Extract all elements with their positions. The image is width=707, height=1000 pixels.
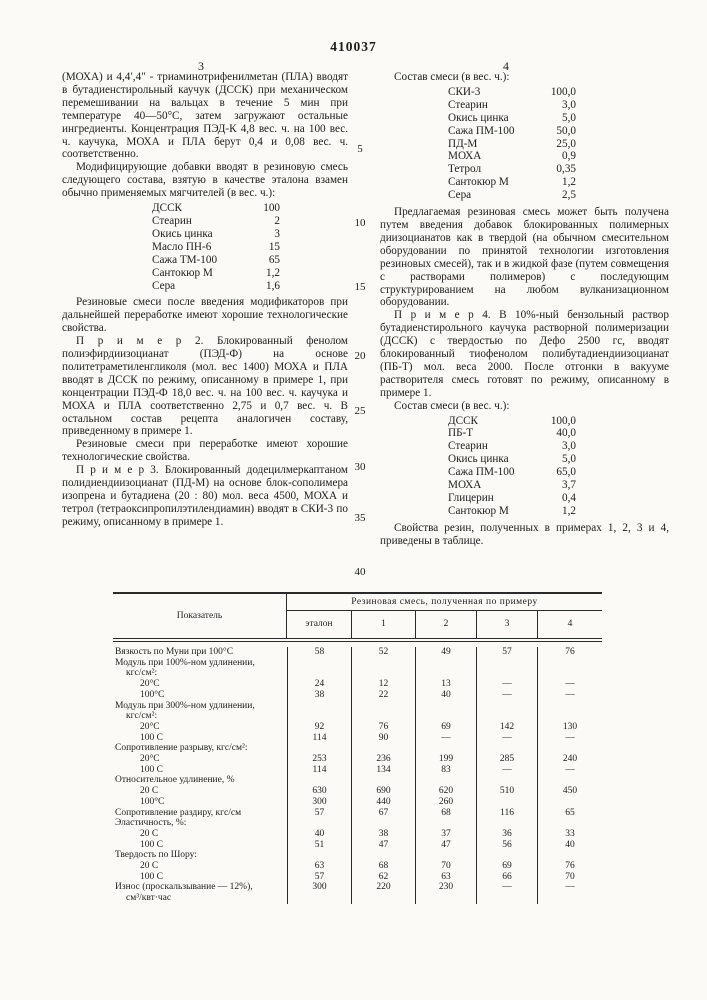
table-cell: 142 bbox=[476, 722, 537, 733]
component-amount: 3,0 bbox=[562, 98, 576, 111]
component-amount: 5,0 bbox=[562, 453, 576, 466]
table-cell: 24 bbox=[287, 679, 351, 690]
page-column-number-right: 4 bbox=[503, 59, 509, 73]
composition-item bbox=[152, 228, 280, 241]
component-name: Масло ПН-6 bbox=[152, 240, 212, 253]
table-cell bbox=[415, 893, 476, 904]
component-amount: 100,0 bbox=[550, 85, 576, 98]
table-cell: 116 bbox=[476, 808, 537, 819]
table-cell bbox=[537, 797, 602, 808]
component-name: Окись цинка bbox=[448, 111, 509, 124]
table-cell: 285 bbox=[476, 754, 537, 765]
paragraph: П р и м е р 3. Блокированный додецилмеркаптаном полидиендиизоцианат (ПД-М) на основе блок-сополимера изопрена и бутадиена (20 : 80) мол. веса 4500, МОХА и тетрол (тетраоксипропилэтилендиамин) вводят в СКИ-3 по режиму, описанному в примере 1. bbox=[62, 464, 348, 528]
table-row-label: Износ (проскальзывание — 12%), bbox=[115, 882, 253, 893]
component-amount: 2 bbox=[274, 214, 280, 227]
composition-item bbox=[448, 492, 576, 505]
table-cell: 67 bbox=[351, 808, 415, 819]
table-row-label: 100 С bbox=[140, 871, 163, 882]
component-amount: 1,2 bbox=[562, 504, 576, 517]
table-cell: 76 bbox=[537, 647, 602, 658]
component-amount: 65 bbox=[268, 253, 280, 266]
table-row-label: Относительное удлинение, % bbox=[115, 775, 235, 786]
table-cell: 199 bbox=[415, 754, 476, 765]
table-cell bbox=[287, 775, 351, 786]
component-name: МОХА bbox=[448, 150, 482, 163]
table-cell: 63 bbox=[287, 861, 351, 872]
table-cell: 68 bbox=[415, 808, 476, 819]
gutter-line-number: 5 bbox=[357, 143, 363, 155]
table-row bbox=[113, 850, 602, 861]
table-cell: 22 bbox=[351, 690, 415, 701]
composition-item bbox=[448, 415, 576, 428]
component-name: МОХА bbox=[448, 479, 482, 492]
table-row-label: 20°С bbox=[140, 721, 160, 732]
composition-item bbox=[448, 86, 576, 99]
table-header-right bbox=[286, 594, 602, 638]
table-cell: 92 bbox=[287, 722, 351, 733]
component-amount: 1,2 bbox=[562, 176, 576, 189]
table-cell: 13 bbox=[415, 679, 476, 690]
paragraph: Резиновые смеси при переработке имеют хорошие технологические свойства. bbox=[62, 438, 348, 464]
table-cell bbox=[415, 818, 476, 829]
table-row-label: 20 С bbox=[140, 786, 159, 797]
table-cell: — bbox=[537, 733, 602, 744]
table-body bbox=[113, 641, 602, 904]
component-amount: 3,7 bbox=[562, 479, 576, 492]
composition-item bbox=[448, 453, 576, 466]
table-cell: 56 bbox=[476, 840, 537, 851]
table-cell bbox=[287, 701, 351, 712]
composition-item bbox=[448, 112, 576, 125]
table-row-label: 20 С bbox=[140, 828, 159, 839]
table-cell: 130 bbox=[537, 722, 602, 733]
table-row-label: 100°С bbox=[140, 689, 165, 700]
table-cell bbox=[287, 893, 351, 904]
composition-item bbox=[448, 505, 576, 518]
component-name: Сажа ПМ-100 bbox=[448, 466, 515, 479]
paragraph: (МОХА) и 4,4′,4″ - триаминотрифенилметан (ПЛА) вводят в бутадиенстирольный каучук (ДССК) при механическом перемешивании на вальцах в течение 5 мин при температуре 40—50°С, затем загружают остальные ингредиенты. Концентрация ПЭД-К 4,8 вес. ч. на 100 вес. ч. каучука, МОХА и ПЛА берут 0,4 и 0,08 вес. ч. соответственно. bbox=[62, 71, 348, 161]
composition-item bbox=[152, 215, 280, 228]
table-row-label: см³/квт·час bbox=[126, 893, 172, 904]
table-cell: 70 bbox=[415, 861, 476, 872]
table-cell: 450 bbox=[537, 786, 602, 797]
composition-list bbox=[448, 86, 576, 202]
table-cell bbox=[351, 850, 415, 861]
table-cell bbox=[287, 668, 351, 679]
table-cell: — bbox=[476, 765, 537, 776]
composition-item bbox=[448, 466, 576, 479]
table-cell: 63 bbox=[415, 872, 476, 883]
table-cell: — bbox=[476, 733, 537, 744]
gutter-line-number: 10 bbox=[354, 217, 366, 229]
gutter-line-number: 15 bbox=[354, 281, 366, 293]
table-row-label: Эластичность, %: bbox=[115, 818, 187, 829]
composition-item bbox=[448, 189, 576, 202]
table-cell: 62 bbox=[351, 872, 415, 883]
composition-item bbox=[152, 267, 280, 280]
composition-item bbox=[448, 163, 576, 176]
table-header bbox=[113, 592, 602, 639]
table-cell bbox=[537, 701, 602, 712]
component-amount: 0,4 bbox=[562, 492, 576, 504]
component-amount: 15 bbox=[268, 240, 280, 253]
table-column-headers bbox=[287, 611, 602, 638]
table-cell: — bbox=[537, 679, 602, 690]
table-cell: 58 bbox=[287, 647, 351, 658]
composition-item bbox=[448, 427, 576, 440]
table-cell: 630 bbox=[287, 786, 351, 797]
table-cell: 236 bbox=[351, 754, 415, 765]
component-name: Окись цинка bbox=[448, 453, 509, 466]
component-amount: 5,0 bbox=[562, 111, 576, 124]
table-cell: — bbox=[476, 690, 537, 701]
table-row bbox=[113, 797, 602, 808]
composition-item bbox=[448, 99, 576, 112]
table-row bbox=[113, 861, 602, 872]
table-row-label: кгс/см²: bbox=[126, 668, 158, 679]
table-row bbox=[113, 765, 602, 776]
paragraph: Свойства резин, полученных в примерах 1, 2, 3 и 4, приведены в таблице. bbox=[380, 521, 669, 547]
table-row bbox=[113, 722, 602, 733]
table-cell bbox=[351, 658, 415, 669]
table-cell bbox=[287, 743, 351, 754]
table-row bbox=[113, 829, 602, 840]
component-amount: 3,0 bbox=[562, 440, 576, 453]
table-cell bbox=[415, 850, 476, 861]
table-cell: — bbox=[415, 733, 476, 744]
table-cell bbox=[476, 711, 537, 722]
component-name: Глицерин bbox=[448, 492, 494, 504]
composition-item bbox=[448, 150, 576, 163]
table-row-label: Вязкость по Муни при 100°С bbox=[115, 647, 234, 657]
table-cell bbox=[476, 818, 537, 829]
table-row bbox=[113, 818, 602, 829]
table-cell bbox=[415, 701, 476, 712]
table-cell: 83 bbox=[415, 765, 476, 776]
composition-item bbox=[152, 202, 280, 215]
table-row bbox=[113, 668, 602, 679]
table-cell bbox=[351, 743, 415, 754]
component-amount: 40,0 bbox=[556, 427, 576, 440]
table-row-label: 20°С bbox=[140, 679, 160, 690]
table-cell: — bbox=[476, 679, 537, 690]
table-row-label: Модуль при 100%-ном удлинении, bbox=[115, 657, 255, 668]
table-cell: 47 bbox=[415, 840, 476, 851]
table-row-label: 100 С bbox=[140, 764, 163, 775]
component-name: Сантокюр М bbox=[152, 266, 213, 279]
composition-item bbox=[152, 280, 280, 293]
component-amount: 1,2 bbox=[266, 266, 280, 279]
composition-item bbox=[448, 479, 576, 492]
table-cell: 66 bbox=[476, 872, 537, 883]
table-column-header: 3 bbox=[476, 611, 537, 638]
table-row-label: 100 С bbox=[140, 732, 163, 743]
table-cell bbox=[537, 711, 602, 722]
component-amount: 1,6 bbox=[266, 279, 280, 292]
table-cell bbox=[476, 658, 537, 669]
table-cell bbox=[476, 775, 537, 786]
table-cell bbox=[537, 658, 602, 669]
component-name: Сантокюр М bbox=[448, 504, 509, 517]
composition-item bbox=[448, 125, 576, 138]
paragraph: Предлагаемая резиновая смесь может быть получена путем введения добавок блокированных полимерных диизоцианатов как в твердой (на обычном смесительном оборудовании по принятой технологии изготовления резиновых смесей), так и в жидкой фазе (путем совмещения с растворами полимеров) с последующим структурированием на любом вулканизационном оборудовании. bbox=[380, 206, 669, 309]
table-cell: 76 bbox=[351, 722, 415, 733]
table-row bbox=[113, 775, 602, 786]
table-cell: 57 bbox=[287, 872, 351, 883]
table-column-header: 4 bbox=[537, 611, 602, 638]
table-cell bbox=[415, 668, 476, 679]
table-cell bbox=[537, 743, 602, 754]
table-span-header: Резиновая смесь, полученная по примеру bbox=[287, 594, 602, 611]
table-cell bbox=[287, 818, 351, 829]
component-name: ПД-М bbox=[448, 137, 478, 150]
table-row bbox=[113, 658, 602, 669]
table-cell: 36 bbox=[476, 829, 537, 840]
component-amount: 0,9 bbox=[562, 150, 576, 163]
paragraph: Состав смеси (в вес. ч.): bbox=[394, 71, 510, 83]
table-row bbox=[113, 701, 602, 712]
table-row bbox=[113, 647, 602, 658]
component-name: Тетрол bbox=[448, 163, 482, 176]
table-cell bbox=[351, 818, 415, 829]
component-amount: 3 bbox=[274, 227, 280, 240]
page-column-number-left: 3 bbox=[198, 59, 204, 73]
composition-item bbox=[152, 254, 280, 267]
table-column-header: 1 bbox=[351, 611, 415, 638]
table-cell: 300 bbox=[287, 797, 351, 808]
table-cell: 70 bbox=[537, 872, 602, 883]
table-cell: 240 bbox=[537, 754, 602, 765]
table-cell: 40 bbox=[537, 840, 602, 851]
table-cell bbox=[415, 775, 476, 786]
table-cell: 114 bbox=[287, 765, 351, 776]
table-cell: 68 bbox=[351, 861, 415, 872]
table-cell: 57 bbox=[287, 808, 351, 819]
table-cell: 33 bbox=[537, 829, 602, 840]
table-cell: 38 bbox=[287, 690, 351, 701]
table-cell: 114 bbox=[287, 733, 351, 744]
component-amount: 2,5 bbox=[562, 189, 576, 202]
table-row bbox=[113, 840, 602, 851]
table-cell: 38 bbox=[351, 829, 415, 840]
table-cell bbox=[476, 668, 537, 679]
component-name: ПБ-Т bbox=[448, 427, 474, 440]
table-cell: — bbox=[537, 765, 602, 776]
paragraph: Модифицирующие добавки вводят в резиновую смесь следующего состава, взятую в качестве эталона взамен обычно применяемых мягчителей (в вес. ч.): bbox=[62, 161, 348, 200]
composition-list bbox=[152, 202, 280, 292]
table-row-label: кгс/см²: bbox=[126, 711, 158, 722]
patent-number: 410037 bbox=[330, 39, 377, 54]
table-row-label: Твердость по Шору: bbox=[115, 850, 197, 861]
table-cell bbox=[476, 797, 537, 808]
table-cell: 57 bbox=[476, 647, 537, 658]
table-row bbox=[113, 808, 602, 819]
table-row bbox=[113, 872, 602, 883]
table-row-label: 20 С bbox=[140, 861, 159, 872]
component-name: Сажа ТМ-100 bbox=[152, 253, 218, 266]
table-row-label: Модуль при 300%-ном удлинении, bbox=[115, 700, 255, 711]
left-text-column bbox=[62, 71, 348, 593]
table-indicator-header: Показатель bbox=[176, 610, 223, 621]
table-cell bbox=[287, 850, 351, 861]
table-cell bbox=[351, 893, 415, 904]
component-name: Стеарин bbox=[448, 98, 488, 111]
table-row-label: 20°С bbox=[140, 754, 160, 765]
table-cell: 510 bbox=[476, 786, 537, 797]
table-cell bbox=[351, 668, 415, 679]
component-name: Сажа ПМ-100 bbox=[448, 124, 515, 137]
table-row-label: Сопротивление раздиру, кгс/см bbox=[115, 807, 242, 818]
table-cell bbox=[537, 668, 602, 679]
composition-item bbox=[448, 138, 576, 151]
component-name: Сера bbox=[448, 189, 472, 202]
table-cell: 69 bbox=[476, 861, 537, 872]
table-row bbox=[113, 882, 602, 893]
table-row bbox=[113, 786, 602, 797]
table-cell bbox=[476, 743, 537, 754]
table-cell: — bbox=[476, 882, 537, 893]
composition-item bbox=[448, 440, 576, 453]
table-cell bbox=[415, 711, 476, 722]
table-cell: 220 bbox=[351, 882, 415, 893]
table-cell bbox=[537, 893, 602, 904]
component-name: ДССК bbox=[152, 202, 183, 215]
component-name: ДССК bbox=[448, 414, 479, 427]
table-cell bbox=[351, 775, 415, 786]
table-cell bbox=[351, 701, 415, 712]
gutter-line-number: 35 bbox=[354, 512, 366, 524]
gutter-line-number: 20 bbox=[354, 350, 366, 362]
table-cell bbox=[351, 711, 415, 722]
component-name: СКИ-3 bbox=[448, 85, 481, 98]
table-cell: 40 bbox=[415, 690, 476, 701]
table-cell: 300 bbox=[287, 882, 351, 893]
table-column-header: эталон bbox=[305, 619, 333, 630]
paragraph: П р и м е р 2. Блокированный фенолом полиэфирдиизоцианат (ПЭД-Ф) на основе политетраметиленгликоля (мол. вес 1400) МОХА и ПЛА вводят в ДССК по режиму, описанному в примере 1, при концентрации ПЭД-Ф 18,0 вес. ч. на 100 вес. ч. каучука и МОХА и ПЛА соответственно 2,75 и 0,7 вес. ч. В остальном состав рецепта аналогичен составу, приведенному в примере 1. bbox=[62, 335, 348, 438]
table-cell: 65 bbox=[537, 808, 602, 819]
component-amount: 50,0 bbox=[556, 124, 576, 137]
table-cell: — bbox=[537, 882, 602, 893]
component-name: Окись цинка bbox=[152, 227, 213, 240]
table-row-label: 100°С bbox=[140, 796, 165, 807]
table-cell: 260 bbox=[415, 797, 476, 808]
composition-item bbox=[448, 176, 576, 189]
table-row bbox=[113, 711, 602, 722]
component-amount: 65,0 bbox=[556, 466, 576, 479]
table-cell bbox=[287, 711, 351, 722]
composition-list bbox=[448, 415, 576, 518]
table-cell: 134 bbox=[351, 765, 415, 776]
gutter-line-number: 40 bbox=[354, 566, 366, 578]
table-cell: 690 bbox=[351, 786, 415, 797]
table-row-label: 100 С bbox=[140, 839, 163, 850]
component-amount: 25,0 bbox=[556, 137, 576, 150]
table-cell: — bbox=[537, 690, 602, 701]
table-row bbox=[113, 690, 602, 701]
table-cell bbox=[415, 658, 476, 669]
table-cell: 620 bbox=[415, 786, 476, 797]
table-cell: 51 bbox=[287, 840, 351, 851]
table-cell bbox=[537, 850, 602, 861]
table-cell: 76 bbox=[537, 861, 602, 872]
gutter-line-number: 25 bbox=[354, 405, 366, 417]
table-cell: 49 bbox=[415, 647, 476, 658]
composition-item bbox=[152, 241, 280, 254]
table-row bbox=[113, 679, 602, 690]
table-row bbox=[113, 893, 602, 904]
component-amount: 100 bbox=[263, 202, 280, 215]
table-row bbox=[113, 743, 602, 754]
table-row bbox=[113, 733, 602, 744]
table-cell: 253 bbox=[287, 754, 351, 765]
component-name: Стеарин bbox=[152, 214, 192, 227]
table-cell bbox=[415, 743, 476, 754]
table-cell: 90 bbox=[351, 733, 415, 744]
table-cell bbox=[476, 850, 537, 861]
component-name: Стеарин bbox=[448, 440, 488, 453]
table-cell: 37 bbox=[415, 829, 476, 840]
component-amount: 100,0 bbox=[550, 414, 576, 427]
table-cell bbox=[537, 818, 602, 829]
table-cell bbox=[476, 701, 537, 712]
table-cell: 69 bbox=[415, 722, 476, 733]
table-cell bbox=[287, 658, 351, 669]
right-text-column bbox=[380, 71, 669, 593]
table-cell: 230 bbox=[415, 882, 476, 893]
table-cell: 12 bbox=[351, 679, 415, 690]
properties-table bbox=[113, 592, 602, 904]
table-cell: 47 bbox=[351, 840, 415, 851]
paragraph: П р и м е р 4. В 10%-ный бензольный раствор бутадиенстирольного каучука растворной полимеризации (ДССК) с твердостью по Дефо 2500 гс, вводят блокированный тиофенолом полибутадиендиизоцианат (ПБ-Т) мол. веса 2000. После отгонки в вакууме растворителя смесь готовят по режиму, описанному в примере 1. bbox=[380, 309, 669, 399]
paragraph: Резиновые смеси после введения модификаторов при дальнейшей переработке имеют хорошие технологические свойства. bbox=[62, 296, 348, 335]
component-name: Сантокюр М bbox=[448, 176, 509, 189]
component-amount: 0,35 bbox=[556, 163, 576, 176]
table-row bbox=[113, 754, 602, 765]
paragraph: Состав смеси (в вес. ч.): bbox=[394, 399, 510, 412]
table-cell bbox=[476, 893, 537, 904]
component-name: Сера bbox=[152, 279, 176, 292]
table-cell bbox=[537, 775, 602, 786]
gutter-line-number: 30 bbox=[354, 461, 366, 473]
table-cell: 440 bbox=[351, 797, 415, 808]
table-cell: 52 bbox=[351, 647, 415, 658]
table-row-label: Сопротивление разрыву, кгс/см²: bbox=[115, 743, 248, 754]
table-cell: 40 bbox=[287, 829, 351, 840]
table-column-header: 2 bbox=[415, 611, 476, 638]
